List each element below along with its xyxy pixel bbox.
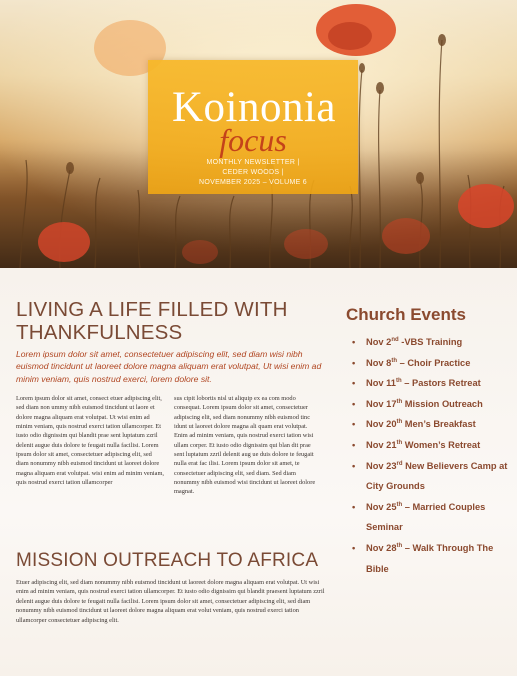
event-item: • Nov 20th Men’s Breakfast xyxy=(352,414,514,435)
meta-line: MONTHLY NEWSLETTER | xyxy=(206,159,300,166)
article-heading: LIVING A LIFE FILLED WITH THANKFULNESS xyxy=(16,298,288,344)
newsletter-subtitle: focus xyxy=(219,122,287,158)
event-item: • Nov 28th – Walk Through The Bible xyxy=(352,538,514,579)
article-column-1: Lorem ipsum dolor sit amet, consect etuer adipiscing elit, sed diam non ummy nibh euismod tincidunt ut laore et dolore magna aliquam erat volutpat. Ut wisi enim ad minim veniam, quis nostrud exerci tation ullamcorper. Et iusto odio dignissim qui blandit prae sent luptatum zzril delenit augue duis dolore te feugait nulla facilisi. Lorem ipsum dolor sit amet, consectetuer adipiscing elit, sed diam nonummy nibh euismod tincidunt ut laoreet dolore magna aliquam erat volutpat. wisi enim ad minim veniam, quis nostrud exerci tation ullamcorper xyxy=(16,395,164,487)
meta-line: NOVEMBER 2025 – VOLUME 6 xyxy=(199,179,307,186)
bullet-icon: • xyxy=(352,419,356,430)
masthead-box xyxy=(148,60,358,194)
event-item: • Nov 2nd -VBS Training xyxy=(352,332,514,353)
events-title: Church Events xyxy=(346,305,466,324)
article-body-2: Etuer adipiscing elit, sed diam nonummy nibh euismod tincidunt ut laoreet dolore magna aliquam erat volutpat. Ut wisi enim ad minim veniam, quis nostrud exerci tation ullamcorper. Et iusto odio dignissim qui blandit praesent luptatum zzril delenit augue duis dolore te feugait nulla facilisi. Lorem ipsum dolor sit amet, consectetuer adipiscing elit, sed diam nonummy nibh euismod tincidunt ut laoreet dolore magna aliquam erat volut veniam, quis nostrud exerci tation ullamcorper consectetuer adipiscing elit. xyxy=(16,579,325,624)
event-item: • Nov 11th – Pastors Retreat xyxy=(352,373,514,394)
event-item: • Nov 25th – Married Couples Seminar xyxy=(352,497,514,538)
bullet-icon: • xyxy=(352,337,356,347)
bullet-icon: • xyxy=(352,378,356,389)
meta-line: CEDER WOODS | xyxy=(222,169,284,176)
bullet-icon: • xyxy=(352,398,356,409)
event-item: • Nov 21th Women’s Retreat xyxy=(352,435,514,456)
event-item: • Nov 23rd New Believers Camp at City Grounds xyxy=(352,456,514,497)
article-heading-2: MISSION OUTREACH TO AFRICA xyxy=(16,550,319,571)
events-list xyxy=(352,332,514,579)
article-column-2: sus cipit lobortis nisl ut aliquip ex ea com modo consequat. Lorem ipsum dolor sit amet, consectetuer adipiscing elit, sed diam nonummy nibh euismod tinc idunt ut laoreet dolore magna ali quam erat volutpat. Enim ad minim veniam, quis nostrud exerci tation wisi ullam corper. Et iusto odio dignissim qui blan dit prae sent luptatum zzril delenit aug ue duis dolore te feugait nulla erat fac ilisi. Lorem ipsum dolor sit amet, te consectetuer adipiscing elit, sed diam. Sed diam nonummy nibh euismod wisi tincidunt ut laoreet dolore magnat. xyxy=(174,395,316,496)
event-item: • Nov 17th Mission Outreach xyxy=(352,394,514,415)
bullet-icon: • xyxy=(352,460,356,471)
hero-image xyxy=(0,0,517,268)
article-lead: Lorem ipsum dolor sit amet, consectetuer adipiscing elit, sed diam wisi nibh euismod tincidunt ut laoreet dolore magna aliquam erat volutpat, Ut wisi enim ad minim veniam, quis nostrud exerci, lorem dolore sit. xyxy=(16,349,322,384)
event-item: • Nov 8th – Choir Practice xyxy=(352,353,514,374)
newsletter-title: Koinonia xyxy=(171,84,337,131)
bullet-icon: • xyxy=(352,439,356,450)
bullet-icon: • xyxy=(352,357,356,368)
newsletter-body xyxy=(0,268,517,676)
newsletter-meta xyxy=(148,158,358,188)
bullet-icon: • xyxy=(352,501,356,512)
bullet-icon: • xyxy=(352,542,356,553)
